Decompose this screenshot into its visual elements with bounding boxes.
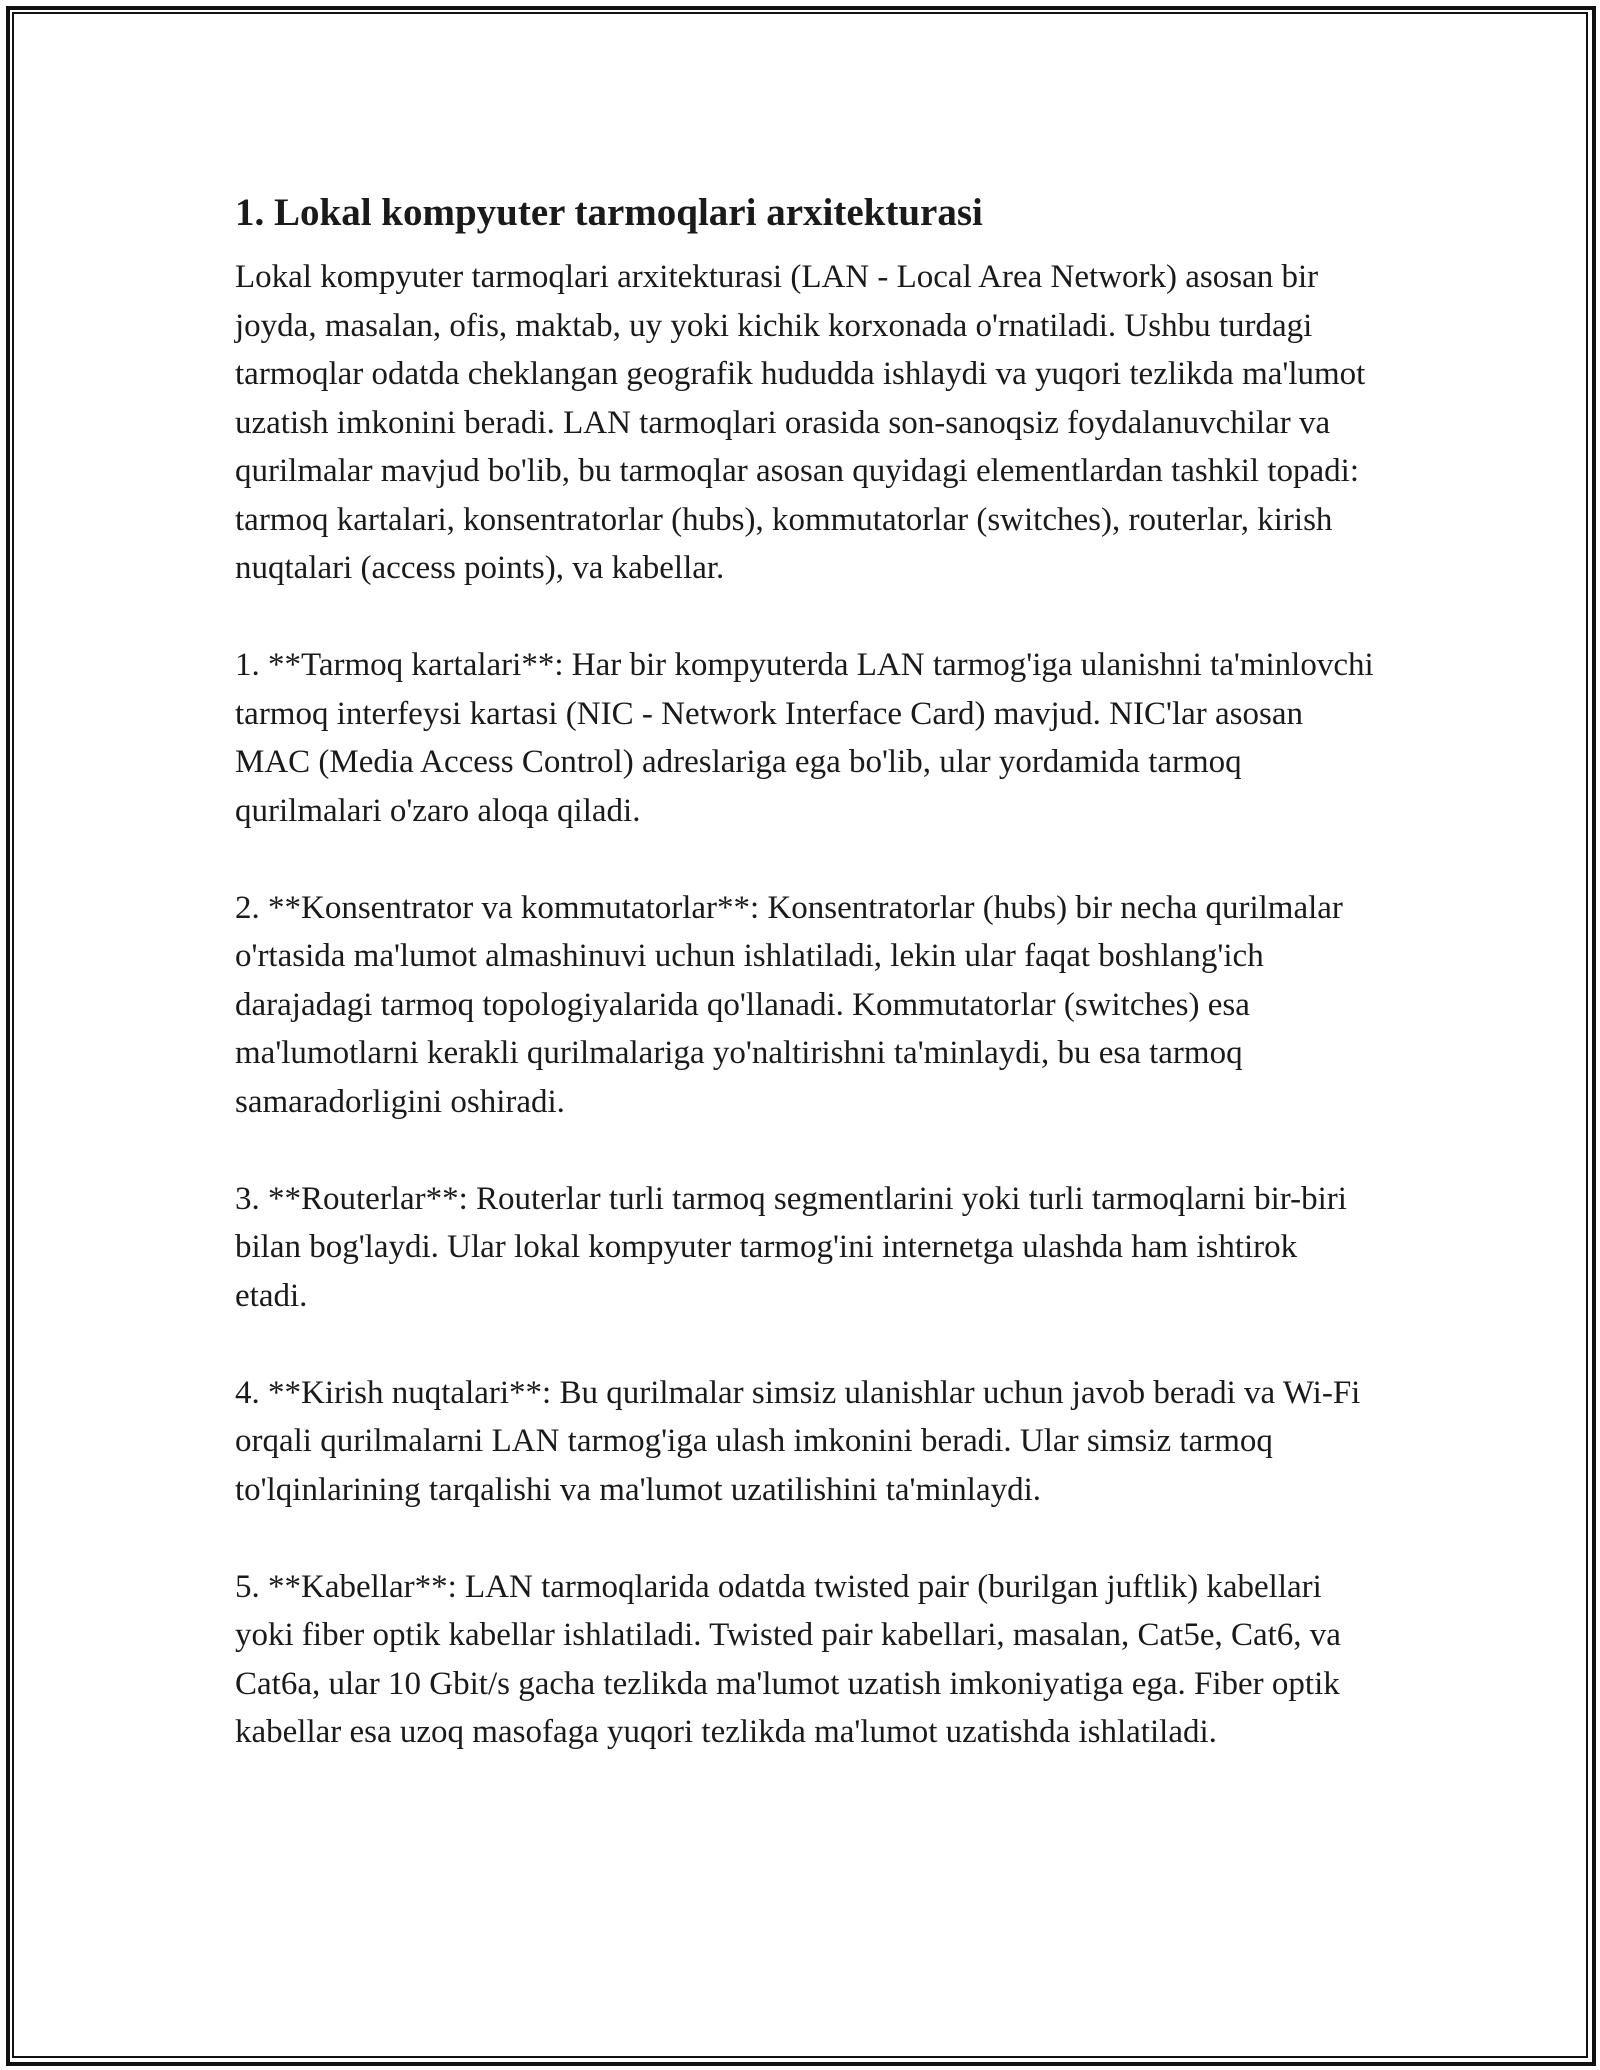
list-item-routers: 3. **Routerlar**: Routerlar turli tarmoq segmentlarini yoki turli tarmoqlarni bir-biri bilan bog'laydi. Ular lokal kompyuter tarmog'ini internetga ulashda ham ishtirok etadi. <box>235 1180 1347 1314</box>
list-item-access-points: 4. **Kirish nuqtalari**: Bu qurilmalar simsiz ulanishlar uchun javob beradi va Wi-Fi orqali qurilmalarni LAN tarmog'iga ulash imkonini beradi. Ular simsiz tarmoq to'lqinlarining tarqalishi va ma'lumot uzatilishini ta'minlaydi. <box>235 1374 1361 1508</box>
intro-paragraph: Lokal kompyuter tarmoqlari arxitekturasi (LAN - Local Area Network) asosan bir joyda, masalan, ofis, maktab, uy yoki kichik korxonada o'rnatiladi. Ushbu turdagi tarmoqlar odatda cheklangan geografik hududda ishlaydi va yuqori tezlikda ma'lumot uzatish imkonini beradi. LAN tarmoqlari orasida son-sanoqsiz foydalanuvchilar va qurilmalar mavjud bo'lib, bu tarmoqlar asosan quyidagi elementlardan tashkil topadi: tarmoq kartalari, konsentratorlar (hubs), kommutatorlar (switches), routerlar, kirish nuqtalari (access points), va kabellar. <box>235 259 1366 586</box>
section-title: 1. Lokal kompyuter tarmoqlari arxitekturasi <box>235 191 983 234</box>
list-item-network-cards: 1. **Tarmoq kartalari**: Har bir kompyuterda LAN tarmog'iga ulanishni ta'minlovchi tarmoq interfeysi kartasi (NIC - Network Interface Card) mavjud. NIC'lar asosan MAC (Media Access Control) adreslariga ega bo'lib, ular yordamida tarmoq qurilmalari o'zaro aloqa qiladi. <box>235 647 1374 829</box>
list-item-cables: 5. **Kabellar**: LAN tarmoqlarida odatda twisted pair (burilgan juftlik) kabellari yoki fiber optik kabellar ishlatiladi. Twisted pair kabellari, masalan, Cat5e, Cat6, va Cat6a, ular 10 Gbit/s gacha tezlikda ma'lumot uzatish imkoniyatiga ega. Fiber optik kabellar esa uzoq masofaga yuqori tezlikda ma'lumot uzatishda ishlatiladi. <box>235 1568 1341 1750</box>
list-item-hubs-switches: 2. **Konsentrator va kommutatorlar**: Konsentratorlar (hubs) bir necha qurilmalar o'rtasida ma'lumot almashinuvi uchun ishlatiladi, lekin ular faqat boshlang'ich darajadagi tarmoq topologiyalarida qo'llanadi. Kommutatorlar (switches) esa ma'lumotlarni kerakli qurilmalariga yo'naltirishni ta'minlaydi, bu esa tarmoq samaradorligini oshiradi. <box>235 889 1343 1120</box>
document-body <box>235 185 1375 1805</box>
